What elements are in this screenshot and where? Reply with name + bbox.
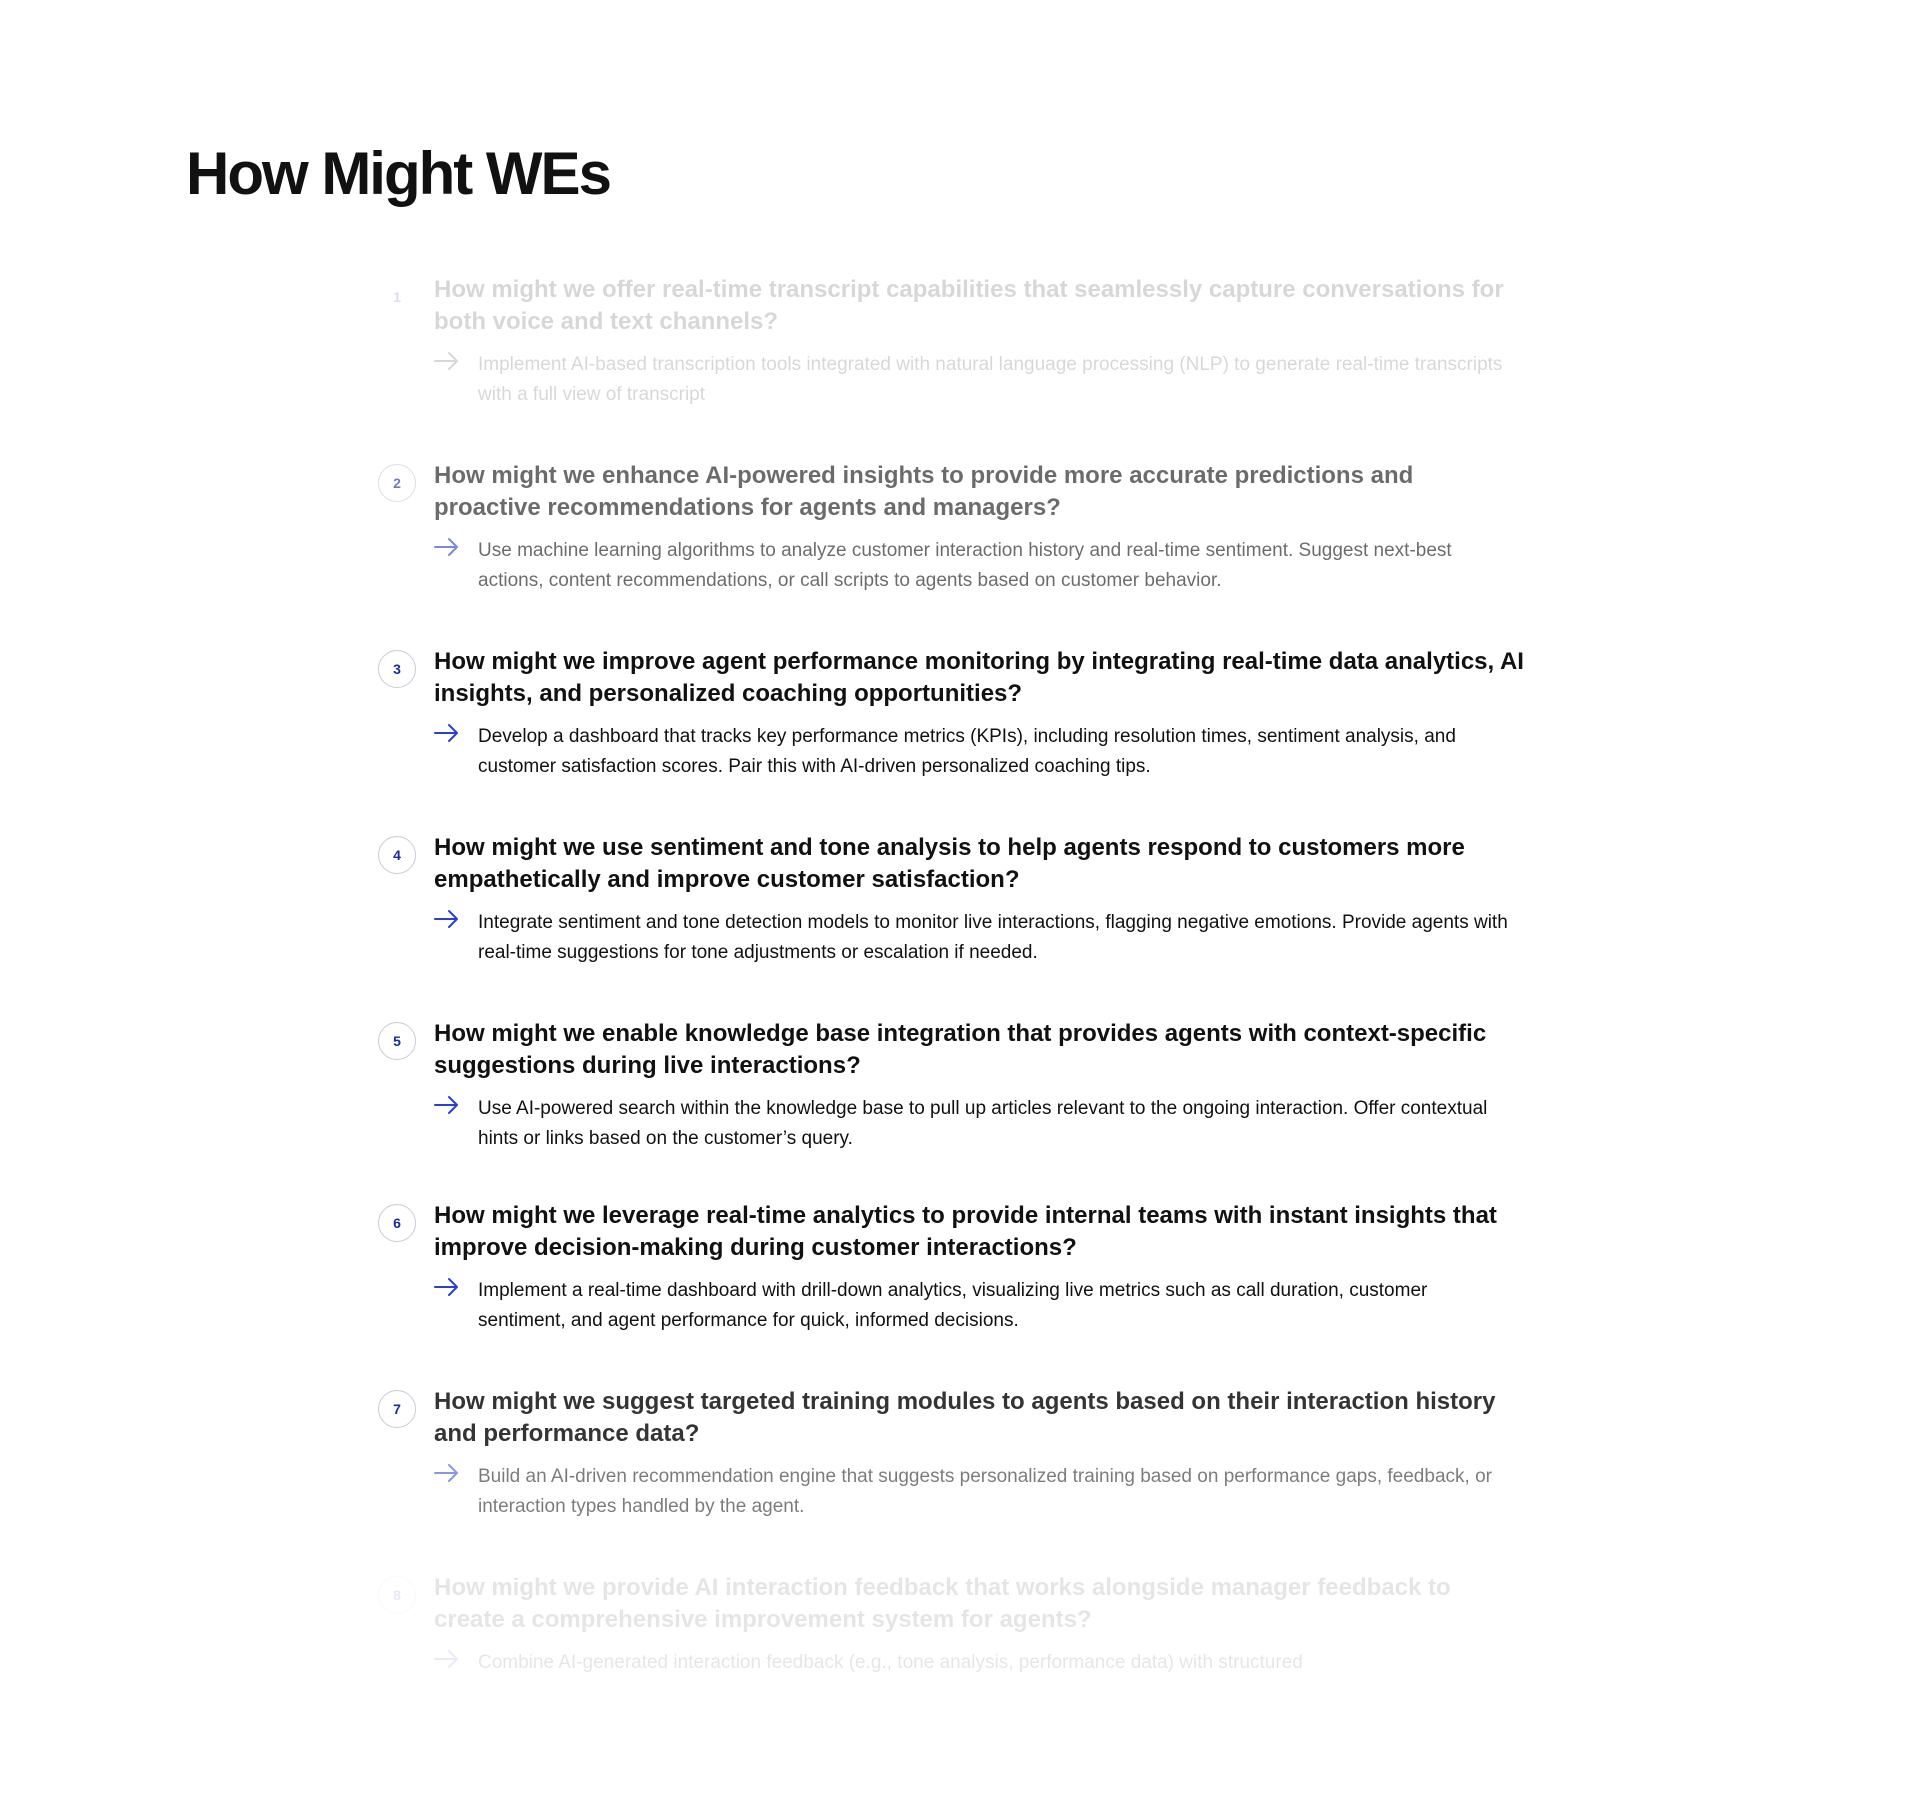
question-text: How might we enable knowledge base integration that provides agents with context-specific suggestions during live interactions?	[434, 1020, 1487, 1079]
list-item	[376, 274, 1516, 410]
number-badge: 7	[378, 1390, 416, 1428]
answer-row	[434, 1094, 1518, 1154]
arrow-right-icon	[434, 722, 460, 744]
answer-row	[434, 1462, 1518, 1522]
answer-text: Develop a dashboard that tracks key performance metrics (KPIs), including resolution times, sentiment analysis, and customer satisfaction scores. Pair this with AI-driven personalized coaching tips.	[478, 726, 1456, 777]
answer-row	[434, 1648, 1516, 1672]
arrow-right-icon	[434, 350, 460, 372]
number-badge: 8	[378, 1576, 416, 1614]
answer-text: Implement a real-time dashboard with drill-down analytics, visualizing live metrics such as call duration, customer sentiment, and agent performance for quick, informed decisions.	[478, 1280, 1428, 1331]
list-item	[376, 646, 1524, 782]
list-item	[376, 832, 1516, 968]
arrow-right-icon	[434, 908, 460, 930]
question-text: How might we leverage real-time analytics to provide internal teams with instant insights that improve decision-making during customer interactions?	[434, 1202, 1497, 1261]
answer-row	[434, 908, 1518, 968]
question-text: How might we improve agent performance monitoring by integrating real-time data analytics, AI insights, and personalized coaching opportunities?	[434, 648, 1524, 707]
answer-row	[434, 1276, 1518, 1336]
arrow-right-icon	[434, 1094, 460, 1116]
answer-text: Use machine learning algorithms to analyze customer interaction history and real-time sentiment. Suggest next-best actions, content recommendations, or call scripts to agents based on customer behavior.	[478, 540, 1452, 591]
arrow-right-icon	[434, 1276, 460, 1298]
question-text: How might we suggest targeted training modules to agents based on their interaction history and performance data?	[434, 1388, 1496, 1447]
answer-row	[434, 722, 1518, 782]
arrow-right-icon	[434, 536, 460, 558]
arrow-right-icon	[434, 1462, 460, 1484]
number-badge: 5	[378, 1022, 416, 1060]
question-text: How might we provide AI interaction feedback that works alongside manager feedback to create a comprehensive improvement system for agents?	[434, 1574, 1451, 1633]
number-badge: 2	[378, 464, 416, 502]
list-item	[376, 1386, 1516, 1522]
answer-text: Build an AI-driven recommendation engine that suggests personalized training based on performance gaps, feedback, or interaction types handled by the agent.	[478, 1466, 1492, 1517]
question-text: How might we enhance AI-powered insights to provide more accurate predictions and proactive recommendations for agents and managers?	[434, 462, 1414, 521]
question-text: How might we offer real-time transcript capabilities that seamlessly capture conversations for both voice and text channels?	[434, 276, 1504, 335]
number-badge: 1	[378, 278, 416, 316]
number-badge: 3	[378, 650, 416, 688]
answer-text: Combine AI-generated interaction feedback (e.g., tone analysis, performance data) with structured	[478, 1652, 1303, 1672]
answer-row	[434, 536, 1518, 596]
list-item	[376, 1018, 1516, 1154]
list-item	[376, 1572, 1516, 1672]
page-title: How Might WEs	[186, 140, 610, 207]
list-item	[376, 460, 1516, 596]
answer-text: Integrate sentiment and tone detection models to monitor live interactions, flagging negative emotions. Provide agents with real-time suggestions for tone adjustments or escalation if needed.	[478, 912, 1508, 963]
list-item	[376, 1200, 1516, 1336]
answer-text: Use AI-powered search within the knowledge base to pull up articles relevant to the ongoing interaction. Offer contextual hints or links based on the customer’s query.	[478, 1098, 1488, 1149]
question-text: How might we use sentiment and tone analysis to help agents respond to customers more empathetically and improve customer satisfaction?	[434, 834, 1465, 893]
number-badge: 6	[378, 1204, 416, 1242]
answer-text: Implement AI-based transcription tools integrated with natural language processing (NLP) to generate real-time transcripts with a full view of transcript	[478, 354, 1503, 405]
number-badge: 4	[378, 836, 416, 874]
arrow-right-icon	[434, 1648, 460, 1670]
answer-row	[434, 350, 1518, 410]
